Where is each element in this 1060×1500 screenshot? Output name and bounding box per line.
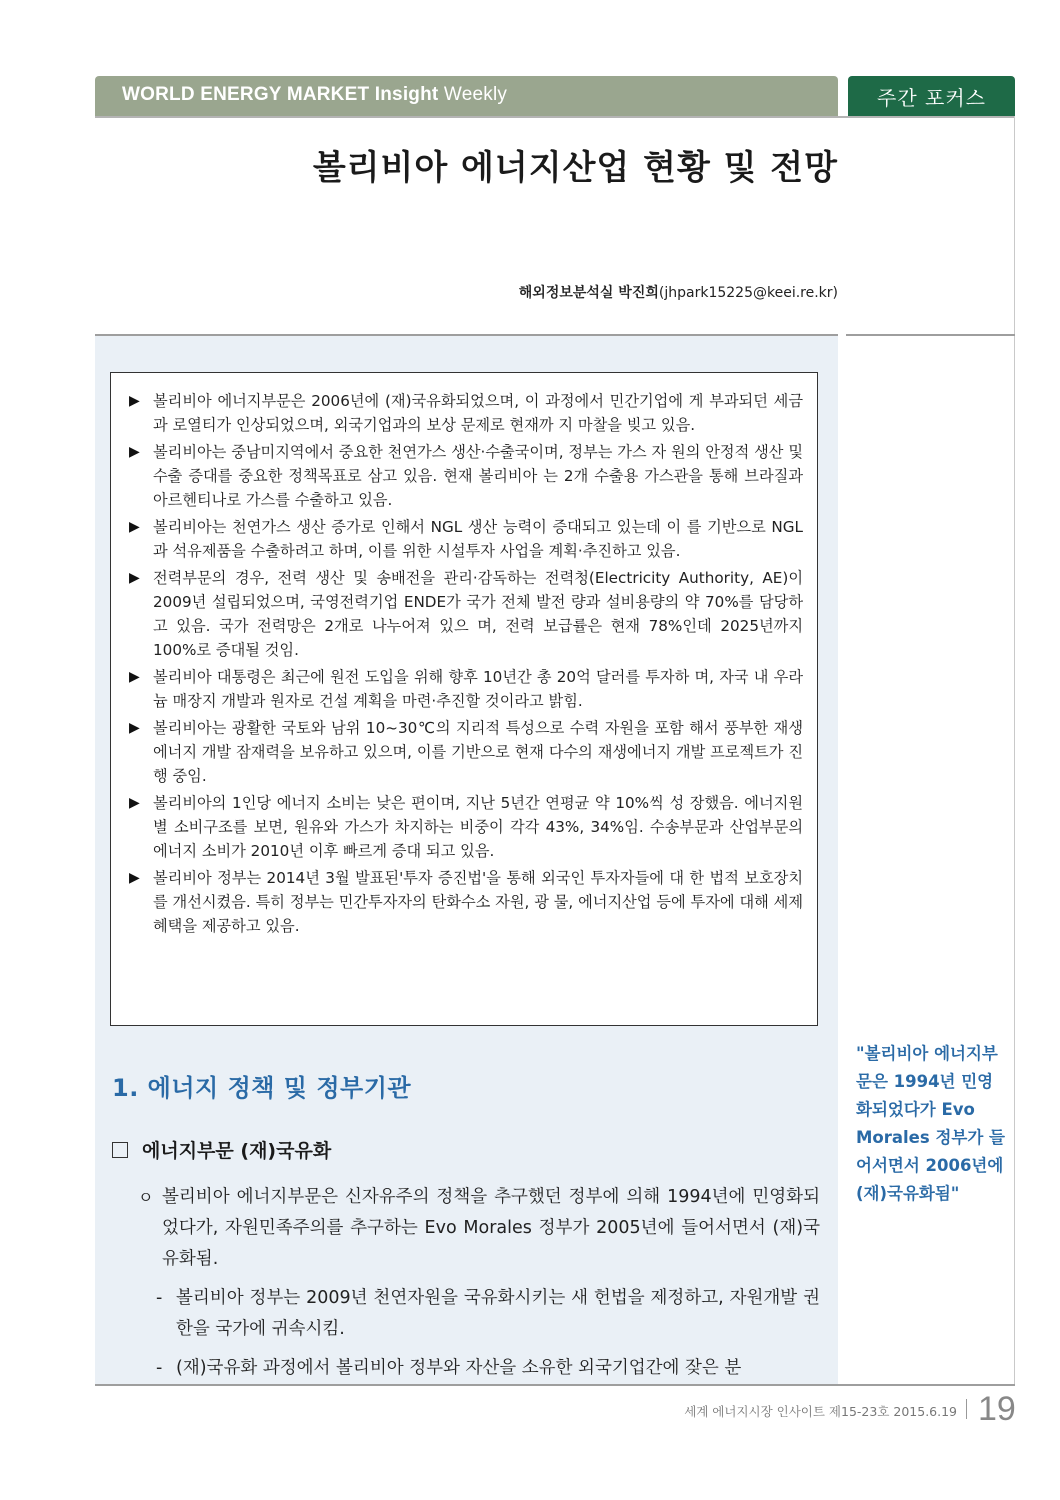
author-email: (jhpark15225@keei.re.kr) [658,285,838,301]
author-name: 해외정보분석실 박진희 [518,285,659,301]
right-margin-rule [1014,116,1015,1386]
series-title-bold: WORLD ENERGY MARKET Insight [122,84,439,105]
subsection-title-text: 에너지부문 (재)국유화 [142,1140,332,1162]
triangle-bullet-icon: ▶ [129,870,140,886]
dash-item-text: (재)국유화 과정에서 볼리비아 정부와 자산을 소유한 외국기업간에 잦은 분 [176,1358,742,1378]
circle-bullet: ㅇ [138,1188,154,1207]
focus-tab: 주간 포커스 [848,76,1015,116]
summary-item: ▶ 전력부문의 경우, 전력 생산 및 송배전을 관리·감독하는 전력청(Electricity Authority, AE)이 2009년 설립되었으며, 국영전력기업 ENDE가 국가 전체 발전 량과 설비용량의 약 70%를 담당하고 있음. 국가 전력망은 2개로 나누어져 있으 며, 전력 보급률은 현재 78%인데 2025년까지 100%로 증대될 것임. [129,566,803,662]
triangle-bullet-icon: ▶ [129,570,140,586]
body-paragraph-text: 볼리비아 에너지부문은 신자유주의 정책을 추구했던 정부에 의해 1994년에 민영화되었다가, 자원민족주의를 추구하는 Evo Morales 정부가 2005년에 들어서면서 (재)국유화됨. [162,1187,820,1269]
triangle-bullet-icon: ▶ [129,444,140,460]
triangle-bullet-icon: ▶ [129,795,140,811]
checkbox-bullet-icon [112,1142,128,1158]
body-paragraph [138,1182,820,1275]
header-divider [95,116,1015,118]
footer-divider [95,1384,1015,1386]
article-title: 볼리비아 에너지산업 현황 및 전망 [312,148,838,188]
dash-item [156,1353,820,1383]
dash-item [156,1283,820,1345]
summary-item: ▶ 볼리비아는 중남미지역에서 중요한 천연가스 생산·수출국이며, 정부는 가스 자 원의 안정적 생산 및 수출 증대를 중요한 정책목표로 삼고 있음. 현재 볼리비아 는 2개 수출용 가스관을 통해 브라질과 아르헨티나로 가스를 수출하고 있음. [129,440,803,512]
summary-box [110,372,818,1026]
summary-item: ▶ 볼리비아의 1인당 에너지 소비는 낮은 편이며, 지난 5년간 연평균 약 10%씩 성 장했음. 에너지원별 소비구조를 보면, 원유와 가스가 차지하는 비중이 각각 43%, 34%임. 수송부문과 산업부문의 에너지 소비가 2010년 이후 빠르게 증대 되고 있음. [129,791,803,863]
dash-bullet: - [156,1358,163,1378]
author-line [519,282,838,302]
summary-item: ▶ 볼리비아는 광활한 국토와 남위 10~30℃의 지리적 특성으로 수력 자원을 포함 해서 풍부한 재생에너지 개발 잠재력을 보유하고 있으며, 이를 기반으로 현재 다수의 재생에너지 개발 프로젝트가 진행 중임. [129,716,803,788]
triangle-bullet-icon: ▶ [129,720,140,736]
summary-item: ▶ 볼리비아 에너지부문은 2006년에 (재)국유화되었으며, 이 과정에서 민간기업에 게 부과되던 세금과 로열티가 인상되었으며, 외국기업과의 보상 문제로 현재까 지 마찰을 빚고 있음. [129,389,803,437]
summary-item: ▶ 볼리비아 대통령은 최근에 원전 도입을 위해 향후 10년간 총 20억 달러를 투자하 며, 자국 내 우라늄 매장지 개발과 원자로 건설 계획을 마련·추진할 것이라고 밝힘. [129,665,803,713]
footer-separator [966,1399,967,1419]
triangle-bullet-icon: ▶ [129,519,140,535]
subsection-title [112,1136,331,1163]
series-title-weekly: Weekly [443,84,508,105]
dash-item-text: 볼리비아 정부는 2009년 천연자원을 국유화시키는 새 헌법을 제정하고, 자원개발 권한을 국가에 귀속시킴. [176,1288,820,1339]
publication-info: 세계 에너지시장 인사이트 제15-23호 2015.6.19 [684,1404,957,1419]
series-title [122,84,507,106]
pull-quote: "볼리비아 에너지부문은 1994년 민영화되었다가 Evo Morales 정부가 들어서면서 2006년에 (재)국유화됨" [856,1044,1005,1203]
dash-bullet: - [156,1288,163,1308]
sidebar-top-divider [846,334,1015,336]
triangle-bullet-icon: ▶ [129,393,140,409]
page-number: 19 [978,1390,1016,1428]
section-title: 1. 에너지 정책 및 정부기관 [112,1074,412,1102]
summary-item: ▶ 볼리비아 정부는 2014년 3월 발표된'투자 증진법'을 통해 외국인 투자자들에 대 한 법적 보호장치를 개선시켰음. 특히 정부는 민간투자자의 탄화수소 자원, 광 물, 에너지산업 등에 투자에 대해 세제혜택을 제공하고 있음. [129,866,803,938]
summary-item: ▶ 볼리비아는 천연가스 생산 증가로 인해서 NGL 생산 능력이 증대되고 있는데 이 를 기반으로 NGL과 석유제품을 수출하려고 하며, 이를 위한 시설투자 사업을 계획·추진하고 있음. [129,515,803,563]
triangle-bullet-icon: ▶ [129,669,140,685]
